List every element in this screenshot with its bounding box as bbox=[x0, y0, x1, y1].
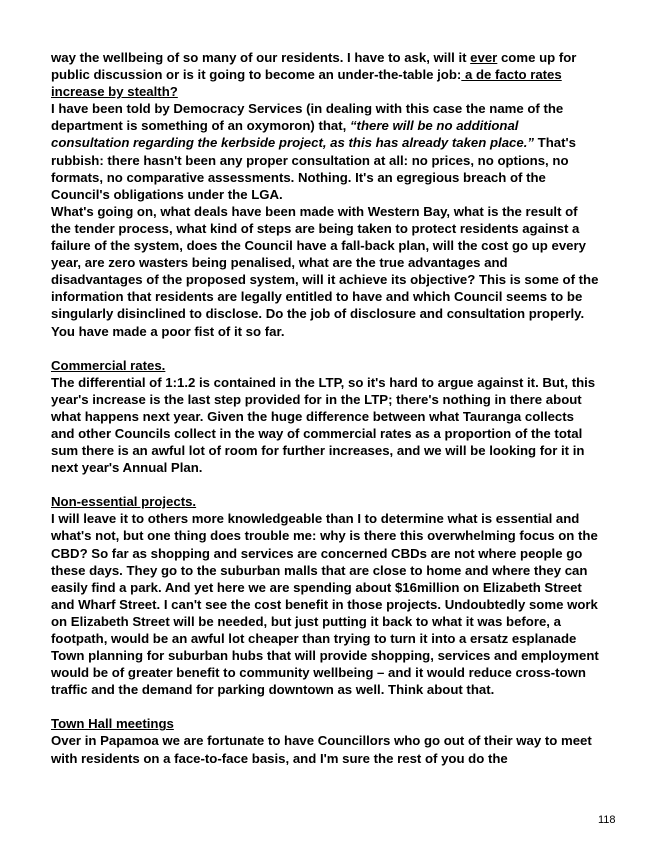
emphasis-rates-increase: a de facto rates increase by stealth? bbox=[51, 67, 562, 100]
heading-town-hall-meetings: Town Hall meetings bbox=[51, 716, 174, 732]
paragraph-cbd-focus: I will leave it to others more knowledgeable than I to determine what is essential and what's not, but one thing does trouble me: why is there this overwhelming focus on the CBD? So far as shopping and services are concerned CBDs are not where people go these days. They go to the suburban malls that are close to home and where they can easily find a park. And yet here we are spending about $16million on Elizabeth Street and Wharf Street. I can't see the cost benefit in those projects. Undoubtedly some work on Elizabeth Street will be needed, but just putting it back to what it was before, a footpath, would be an awful lot cheaper than trying to turn it into a ersatz esplanade bbox=[51, 511, 598, 646]
quoted-statement: “there will be no additional consultation regarding the kerbside project, as this has already taken place.” bbox=[51, 118, 534, 151]
text-run: come up for public discussion or is it going to become an under-the-table job: bbox=[51, 50, 577, 83]
emphasis-ever: ever bbox=[470, 50, 498, 65]
paragraph-commercial-rates: The differential of 1:1.2 is contained in the LTP, so it's hard to argue against it. But, this year's increase is the last step provided for in the LTP; there's nothing in there about what happens next year. Given the huge difference between what Tauranga collects and other Councils collect in the way of commercial rates as a proportion of the total sum there is an awful lot of room for further increases, and we will be looking for it in next year's Annual Plan. bbox=[51, 374, 596, 476]
paragraph-public-discussion bbox=[51, 49, 599, 100]
paragraph-town-planning: Town planning for suburban hubs that will provide shopping, services and employment would be of greater benefit to community wellbeing – and it would reduce cross-town traffic and the demand for parking downtown as well. Think about that. bbox=[51, 648, 599, 698]
document-body bbox=[51, 49, 599, 767]
text-run: That's rubbish: there hasn't been any proper consultation at all: no prices, no options, no formats, no comparative assessments. Nothing. It's an egregious breach of the Council's obligations under the LGA. bbox=[51, 135, 576, 202]
paragraph-democracy-services bbox=[51, 100, 599, 203]
paragraph-town-hall: Over in Papamoa we are fortunate to have Councillors who go out of their way to meet with residents on a face-to-face basis, and I'm sure the rest of you do the bbox=[51, 733, 592, 766]
text-run: way the wellbeing of so many of our residents. I have to ask, will it bbox=[51, 50, 471, 65]
heading-non-essential-projects: Non-essential projects. bbox=[51, 494, 197, 510]
page-number: 118 bbox=[598, 814, 616, 826]
paragraph-questions: What's going on, what deals have been made with Western Bay, what is the result of the tender process, what kind of steps are being taken to protect residents against a failure of the system, does the Council have a fall-back plan, will the cost go up every year, are zero wasters being penalised, what are the true advantages and disadvantages of the proposed system, will it achieve its objective? This is some of the information that residents are legally entitled to have and which Council seems to be singularly disinclined to disclose. Do the job of disclosure and consultation properly. You have made a poor fist of it so far. bbox=[51, 203, 599, 339]
heading-commercial-rates: Commercial rates. bbox=[51, 357, 166, 373]
text-run: I have been told by Democracy Services (in dealing with this case the name of the department is something of an oxymoron) that, bbox=[51, 101, 564, 134]
